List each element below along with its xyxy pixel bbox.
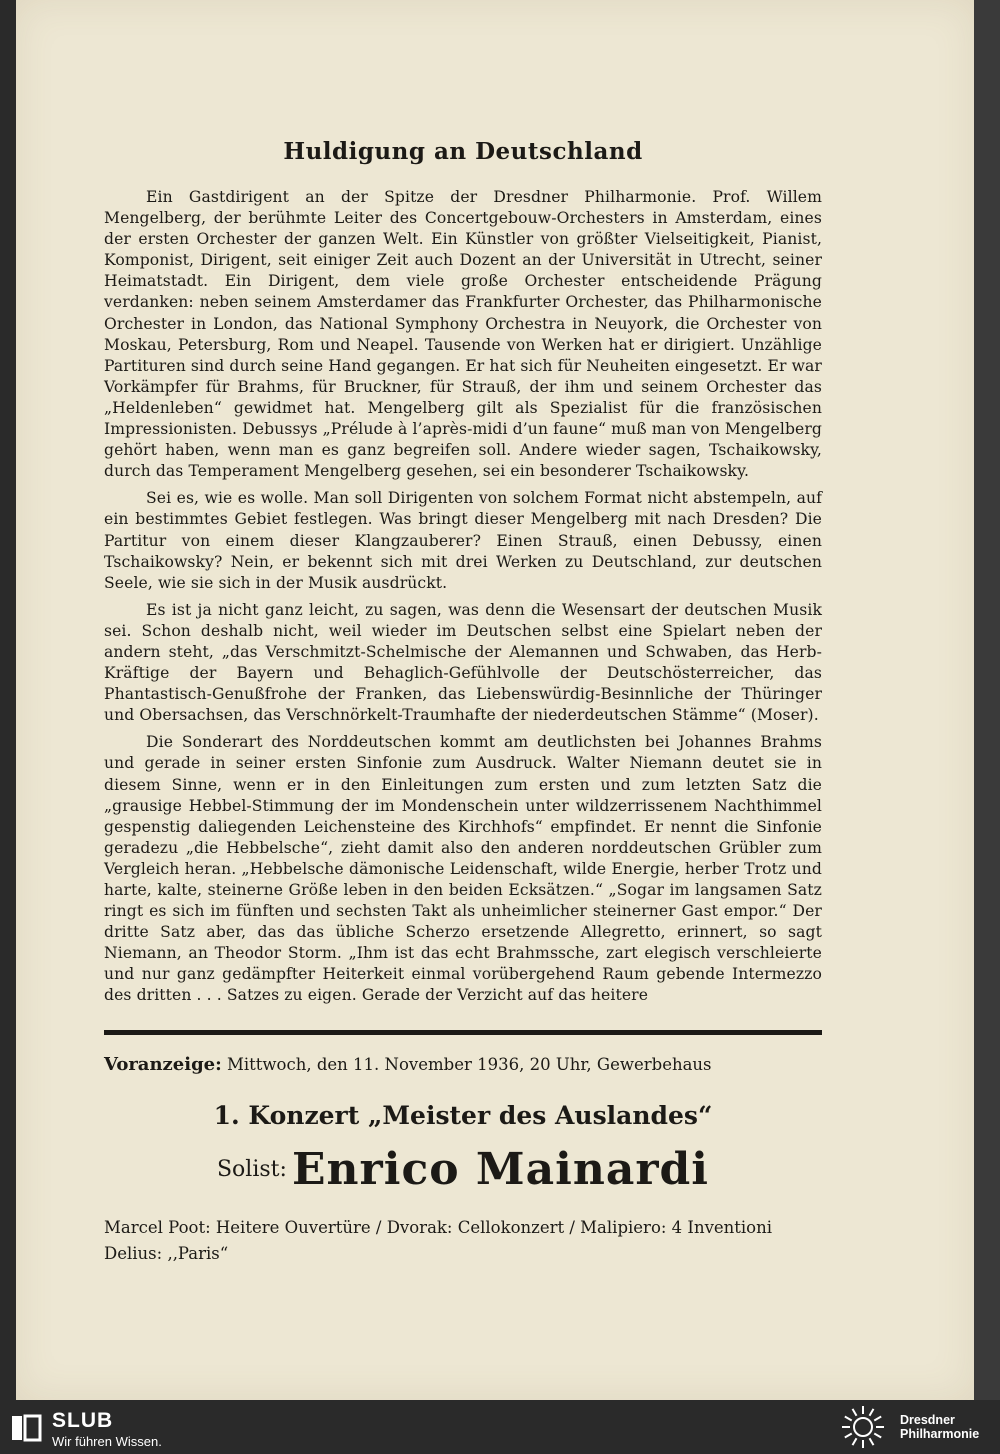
- slub-tagline: Wir führen Wissen.: [52, 1434, 162, 1449]
- article-paragraph-3: Es ist ja nicht ganz leicht, zu sagen, was denn die Wesensart der deutschen Musik sei. Schon deshalb nicht, weil wieder im Deutschen selbst eine Spielart neben der andern steht, „das Verschmitzt-Schelmische der Alemannen und Schwaben, das Herb-Kräftige der Bayern und Behaglich-Gefühlvolle der Deutschösterreicher, das Phantastisch-Genußfrohe der Franken, das Liebenswürdig-Besinnliche der Thüringer und Obersachsen, das Verschnörkelt-Traumhafte der niederdeutschen Stämme“ (Moser).: [104, 600, 822, 725]
- dp-name-line-1: Dresdner: [900, 1413, 955, 1427]
- article-title: Huldigung an Deutschland: [283, 138, 643, 165]
- article-paragraph-2: Sei es, wie es wolle. Man soll Dirigenten von solchem Format nicht abstempeln, auf ein bestimmtes Gebiet festlegen. Was bringt dieser Mengelberg mit nach Dresden? Die Partitur von einem dieser Klangzauberer? Einen Strauß, einen Debussy, einen Tschaikowsky? Nein, er bekennt sich mit drei Werken zu Deutschland, zur deutschen Seele, wie sie sich in der Musik ausdrückt.: [104, 489, 822, 592]
- program-list: [104, 1215, 822, 1267]
- soloist-name: Enrico Mainardi: [292, 1144, 709, 1195]
- program-line-2: Delius: ,,Paris“: [104, 1244, 229, 1263]
- dp-name-line-2: Philharmonie: [900, 1427, 980, 1441]
- soloist-label: Solist:: [216, 1157, 287, 1182]
- slub-logo-icon[interactable]: [10, 1412, 42, 1444]
- footer-bar: [0, 1400, 1000, 1454]
- article-paragraph-1: Ein Gastdirigent an der Spitze der Dresdner Philharmonie. Prof. Willem Mengelberg, der berühmte Leiter des Concertgebouw-Orchesters in Amsterdam, eines der ersten Orchester der ganzen Welt. Ein Künstler von größter Vielseitigkeit, Pianist, Komponist, Dirigent, seit einiger Zeit auch Dozent an der Universität in Utrecht, seiner Heimatstadt. Ein Dirigent, dem viele große Orchester entscheidende Prägung verdanken: neben seinem Amsterdamer das Frankfurter Orchester, das Philharmonische Orchester in London, das National Symphony Orchestra in Neuyork, die Orchester von Moskau, Petersburg, Rom und Neapel. Tausende von Werken hat er dirigiert. Unzählige Partituren sind durch seine Hand gegangen. Er hat sich für Neuheiten eingesetzt. Er war Vorkämpfer für Brahms, für Bruckner, für Strauß, der ihm und seinem Orchester das „Heldenleben“ gewidmet hat. Mengelberg gilt als Spezialist für die französischen Impressionisten. Debussys „Prélude à l’après-midi d’un faune“ muß man von Mengelberg gehört haben, wenn man es ganz begreifen soll. Andere wieder sagen, Tschaikowsky, durch das Temperament Mengelberg gesehen, sei ein besonderer Tschaikowsky.: [104, 188, 822, 481]
- divider-rule: [104, 1030, 822, 1035]
- concert-title: 1. Konzert „Meister des Auslandes“: [213, 1101, 713, 1130]
- program-line-1: Marcel Poot: Heitere Ouvertüre / Dvorak: Cellokonzert / Malipiero: 4 Inventioni: [104, 1218, 773, 1237]
- announcement-label: Voranzeige:: [104, 1054, 222, 1075]
- page-edge: [974, 0, 1000, 1400]
- article: [104, 138, 822, 1013]
- dresdner-philharmonie-name[interactable]: [900, 1413, 996, 1441]
- slub-name[interactable]: SLUB: [52, 1409, 114, 1432]
- announcement-header: [104, 1054, 822, 1075]
- concert-announcement: [104, 1054, 822, 1267]
- soloist-row: [104, 1144, 822, 1195]
- article-paragraph-4: Die Sonderart des Norddeutschen kommt am deutlichsten bei Johannes Brahms und gerade in seiner ersten Sinfonie zum Ausdruck. Walter Niemann deutet sie in diesem Sinne, wenn er in den Einleitungen zum ersten und zum letzten Satz die „grausige Hebbel-Stimmung der im Mondenschein unter wildzerrissenem Nachthimmel gespenstig daliegenden Leichensteine des Kirchhofs“ empfindet. Er nennt die Sinfonie geradezu „die Hebbelsche“, zieht damit also den anderen norddeutschen Grübler zum Vergleich heran. „Hebbelsche dämonische Leidenschaft, wilde Energie, herber Trotz und harte, kalte, steinerne Größe leben in den beiden Ecksätzen.“ „Sogar im langsamen Satz ringt es sich im fünften und sechsten Takt als unheimlicher steinerner Gast empor.“ Der dritte Satz aber, das das übliche Scherzo ersetzende Allegretto, erinnert, so sagt Niemann, an Theodor Storm. „Ihm ist das echt Brahmssche, zart elegisch verschleierte und nur ganz gedämpfter Heiterkeit einmal vorübergehend Raum gebende Intermezzo des dritten . . . Satzes zu eigen. Gerade der Verzicht auf das heitere: [104, 733, 822, 1005]
- dresdner-philharmonie-logo-icon[interactable]: [840, 1404, 886, 1450]
- announcement-date-venue: Mittwoch, den 11. November 1936, 20 Uhr, Gewerbehaus: [227, 1055, 712, 1074]
